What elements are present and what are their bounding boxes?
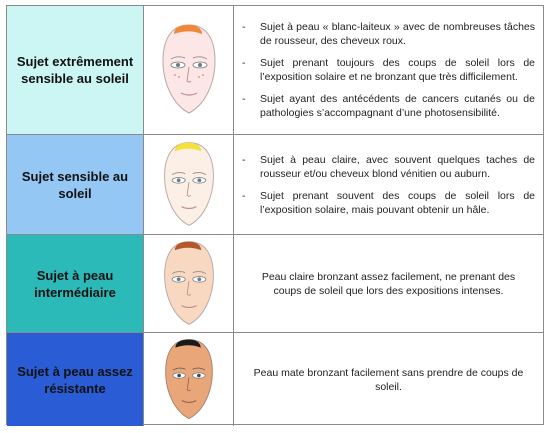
description-cell xyxy=(234,235,543,332)
description-item: - Sujet prenant souvent des coups de soleil lors de l’exposition solaire, mais pouvant obtenir un hâle. xyxy=(242,189,535,216)
description-text: Peau claire bronzant assez facilement, ne prenant des coups de soleil que lors des expositions intenses. xyxy=(261,270,516,297)
description-cell xyxy=(234,333,543,426)
table-row xyxy=(7,333,543,426)
type-label-cell xyxy=(7,235,144,332)
face-cell xyxy=(144,6,234,134)
face-illustration-icon xyxy=(158,21,220,119)
table-row xyxy=(7,235,543,333)
description-cell xyxy=(234,6,543,134)
type-label-cell xyxy=(7,333,144,426)
table-row xyxy=(7,6,543,135)
type-label: Sujet à peau assez résistante xyxy=(17,363,133,396)
description-item: - Sujet ayant des antécédents de cancers cutanés ou de pathologies s’accompagnant d’une photosensibilité. xyxy=(242,93,535,119)
face-cell xyxy=(144,135,234,234)
face-illustration-icon xyxy=(159,139,219,231)
type-label-cell xyxy=(7,135,144,234)
type-label: Sujet extrêmement sensible au soleil xyxy=(16,54,134,86)
type-label: Sujet à peau intermédiaire xyxy=(34,267,116,300)
phototype-table xyxy=(6,5,544,425)
table-row xyxy=(7,135,543,235)
description-cell xyxy=(234,135,543,234)
description-item: - Sujet à peau « blanc-laiteux » avec de nombreuses tâches de rousseur, des cheveux roux. xyxy=(242,21,535,47)
type-label-cell xyxy=(7,6,144,134)
face-cell xyxy=(144,333,234,426)
description-item: - Sujet prenant toujours des coups de soleil lors de l’exposition solaire et ne bronzant que très difficilement. xyxy=(242,57,535,83)
face-cell xyxy=(144,235,234,332)
description-item: - Sujet à peau claire, avec souvent quelques taches de rousseur et/ou cheveux blond vénitien ou auburn. xyxy=(242,153,535,180)
face-illustration-icon xyxy=(160,336,218,424)
face-illustration-icon xyxy=(159,238,219,330)
type-label: Sujet sensible au soleil xyxy=(21,168,129,201)
description-text: Peau mate bronzant facilement sans prendre de coups de soleil. xyxy=(253,366,524,393)
